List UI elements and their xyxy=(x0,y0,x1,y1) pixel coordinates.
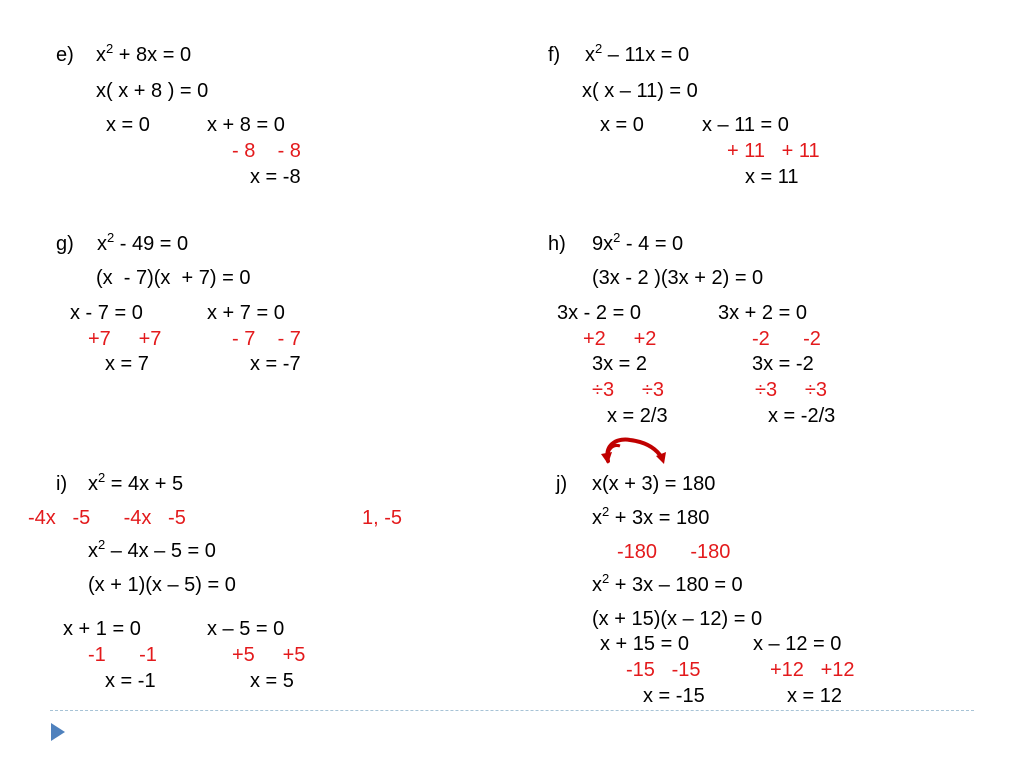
exponent: 2 xyxy=(613,230,621,245)
equation-rest: + 3x – 180 = 0 xyxy=(609,574,743,596)
exponent: 2 xyxy=(98,537,106,552)
work-step: - 8 - 8 xyxy=(232,140,301,162)
result-1: x = -15 xyxy=(643,685,705,707)
solution-1: x + 1 = 0 xyxy=(63,618,141,640)
work-step-2: -2 -2 xyxy=(752,328,821,350)
work-step-1: -15 -15 xyxy=(626,659,701,681)
standard-form xyxy=(88,537,216,562)
equation-base: x xyxy=(585,44,595,66)
result-2: x = 5 xyxy=(250,670,294,692)
standard-form xyxy=(592,571,743,596)
solution-2: x – 11 = 0 xyxy=(702,114,789,136)
equation-base: x xyxy=(592,574,602,596)
equation-rest: = 4x + 5 xyxy=(105,473,184,495)
equation xyxy=(585,41,690,66)
factored-form: x( x – 11) = 0 xyxy=(582,80,698,102)
solution-1: x = 0 xyxy=(600,114,644,136)
equation xyxy=(88,470,184,495)
equation-rest: – 11x = 0 xyxy=(602,44,690,66)
exponent: 2 xyxy=(602,571,610,586)
footer-divider xyxy=(50,710,974,711)
solution-2: x – 5 = 0 xyxy=(207,618,285,640)
curved-arrow-icon xyxy=(590,436,670,466)
solution-2: x + 7 = 0 xyxy=(207,302,285,324)
equation: x(x + 3) = 180 xyxy=(592,473,716,495)
work-step: -180 -180 xyxy=(617,541,731,563)
equation-rest: + 8x = 0 xyxy=(113,44,192,66)
equation xyxy=(592,230,684,255)
result: x = -8 xyxy=(250,166,301,188)
result-2: x = -2/3 xyxy=(768,405,836,427)
problem-label: j) xyxy=(556,473,568,495)
result-1: x = 7 xyxy=(105,353,149,375)
equation-rest: - 4 = 0 xyxy=(620,233,684,255)
equation-rest: + 3x = 180 xyxy=(609,507,710,529)
equation-base: x xyxy=(97,233,107,255)
result-1: x = -1 xyxy=(105,670,156,692)
equation xyxy=(97,230,189,255)
result-2: x = -7 xyxy=(250,353,301,375)
problem-label: h) xyxy=(548,233,566,255)
factored-form: x( x + 8 ) = 0 xyxy=(96,80,209,102)
factored-form: (3x - 2 )(3x + 2) = 0 xyxy=(592,267,764,289)
work-step: + 11 + 11 xyxy=(727,140,820,162)
equation-rest: – 4x – 5 = 0 xyxy=(105,540,216,562)
equation-base: x xyxy=(592,507,602,529)
solution-2: 3x + 2 = 0 xyxy=(718,302,807,324)
work-step: -4x -5 -4x -5 xyxy=(28,507,186,529)
work-step-1: +7 +7 xyxy=(88,328,162,350)
solution-2: x – 12 = 0 xyxy=(753,633,842,655)
equation-base: x xyxy=(96,44,106,66)
equation xyxy=(96,41,192,66)
work-step-1: +2 +2 xyxy=(583,328,657,350)
work-step-2: - 7 - 7 xyxy=(232,328,301,350)
exponent: 2 xyxy=(602,504,610,519)
factored-form: (x - 7)(x + 7) = 0 xyxy=(96,267,251,289)
exponent: 2 xyxy=(106,41,114,56)
result-2: x = 12 xyxy=(787,685,843,707)
step-2: 3x = -2 xyxy=(752,353,814,375)
exponent: 2 xyxy=(595,41,603,56)
result: x = 11 xyxy=(745,166,799,188)
factored-form: (x + 1)(x – 5) = 0 xyxy=(88,574,236,596)
problem-label: i) xyxy=(56,473,68,495)
solution-2: x + 8 = 0 xyxy=(207,114,285,136)
work-step-1: -1 -1 xyxy=(88,644,157,666)
problem-label: g) xyxy=(56,233,74,255)
factored-form: (x + 15)(x – 12) = 0 xyxy=(592,608,763,630)
exponent: 2 xyxy=(107,230,115,245)
factor-pair: 1, -5 xyxy=(362,507,403,529)
equation-base: 9x xyxy=(592,233,614,255)
play-triangle-icon[interactable] xyxy=(50,722,66,742)
solution-1: x + 15 = 0 xyxy=(600,633,689,655)
equation-rest: - 49 = 0 xyxy=(114,233,189,255)
solution-1: x - 7 = 0 xyxy=(70,302,143,324)
equation-base: x xyxy=(88,540,98,562)
divide-step-2: ÷3 ÷3 xyxy=(755,379,827,401)
solution-1: 3x - 2 = 0 xyxy=(557,302,641,324)
equation-base: x xyxy=(88,473,98,495)
work-step-2: +5 +5 xyxy=(232,644,306,666)
problem-label: e) xyxy=(56,44,74,66)
solution-1: x = 0 xyxy=(106,114,150,136)
work-step-2: +12 +12 xyxy=(770,659,855,681)
step-1: 3x = 2 xyxy=(592,353,648,375)
expanded-form xyxy=(592,504,710,529)
divide-step-1: ÷3 ÷3 xyxy=(592,379,664,401)
result-1: x = 2/3 xyxy=(607,405,668,427)
problem-label: f) xyxy=(548,44,561,66)
exponent: 2 xyxy=(98,470,106,485)
